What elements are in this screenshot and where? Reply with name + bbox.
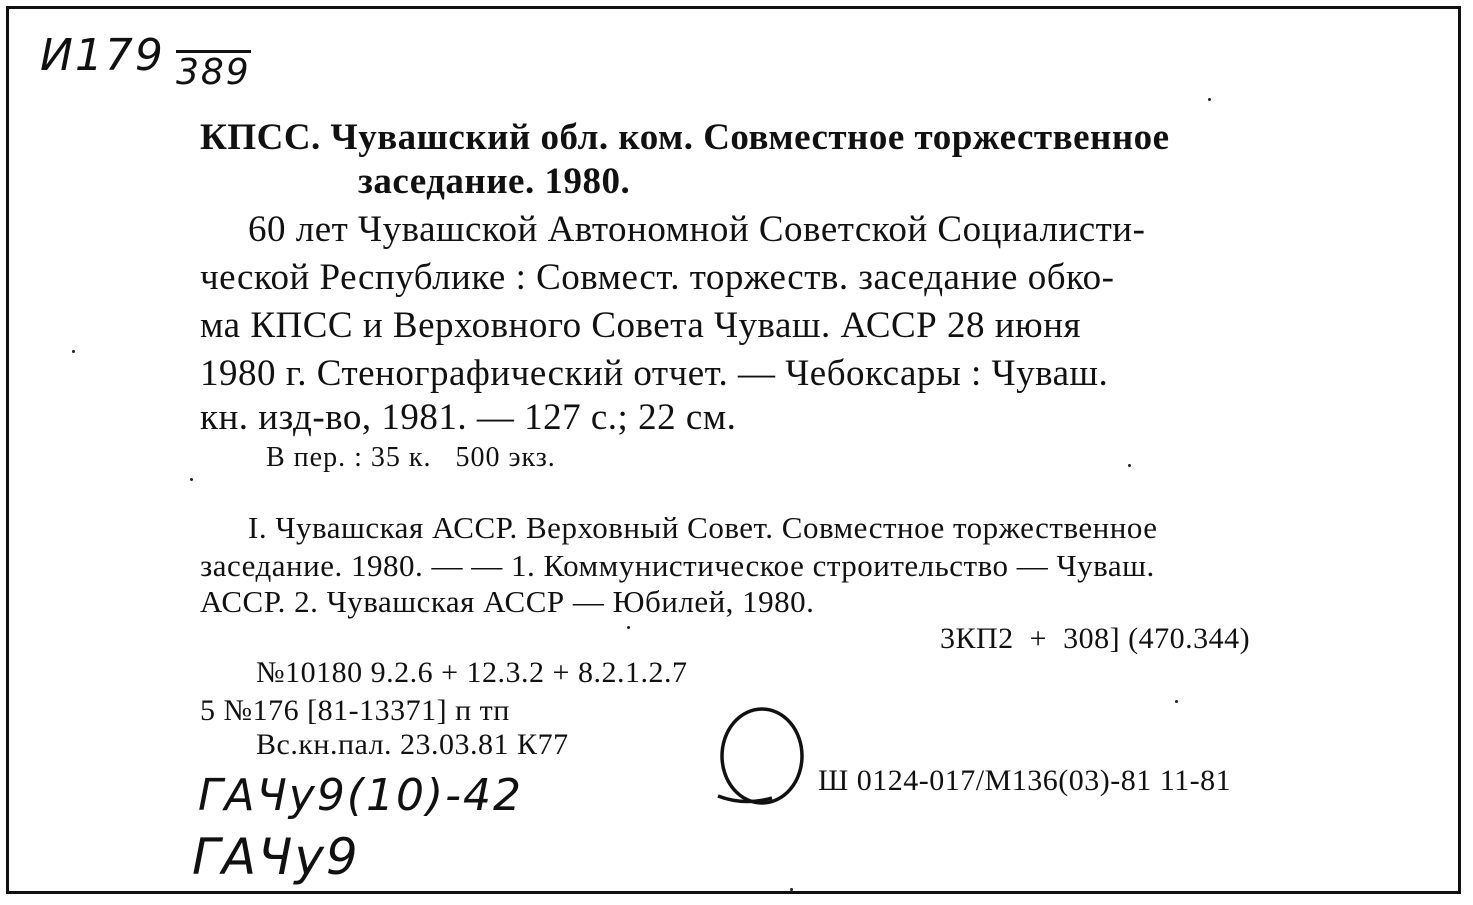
stamp-circle-mark: [714, 700, 814, 812]
description-line: 1980 г. Стенографический отчет. — Чебоксары : Чуваш.: [200, 353, 1109, 394]
handwritten-shelf-number: 389: [176, 52, 251, 93]
handwritten-code-1: ГАЧу9(10)-42: [198, 770, 523, 821]
description-line: ческой Республике : Совмест. торжеств. заседание обко-: [200, 257, 1115, 298]
heading-line-2: заседание. 1980.: [358, 161, 631, 202]
handwritten-accession: И179: [40, 30, 165, 81]
order-number: 5 №176 [81-13371] п тп: [200, 694, 510, 727]
speck: [190, 478, 193, 481]
speck: [1128, 464, 1131, 467]
speck: [790, 888, 793, 891]
publisher-code: Ш 0124-017/М136(03)-81 11-81: [818, 764, 1232, 797]
book-chamber-line: Вс.кн.пал. 23.03.81 К77: [256, 728, 569, 761]
description-line: 60 лет Чувашской Автономной Советской Социалисти-: [248, 209, 1146, 250]
description-line: кн. изд-во, 1981. — 127 с.; 22 см.: [200, 397, 737, 438]
tracing-line: I. Чувашская АССР. Верховный Совет. Совместное торжественное: [248, 510, 1158, 545]
description-line: ма КПСС и Верховного Совета Чуваш. АССР 28 июня: [200, 305, 1082, 346]
speck: [627, 626, 630, 629]
speck: [1208, 98, 1211, 101]
tracing-line: АССР. 2. Чувашская АССР — Юбилей, 1980.: [200, 584, 815, 619]
speck: [72, 350, 75, 353]
tracing-line: заседание. 1980. — — 1. Коммунистическое строительство — Чуваш.: [200, 548, 1155, 583]
handwritten-code-2: ГАЧу9: [192, 828, 360, 886]
speck: [1175, 700, 1178, 703]
heading-line-1: КПСС. Чувашский обл. ком. Совместное торжественное: [200, 117, 1170, 158]
price-line: В пер. : 35 к. 500 экз.: [266, 442, 556, 473]
udc-index: 3КП2 + 308] (470.344): [940, 622, 1251, 655]
bbk-index: №10180 9.2.6 + 12.3.2 + 8.2.1.2.7: [256, 656, 688, 689]
